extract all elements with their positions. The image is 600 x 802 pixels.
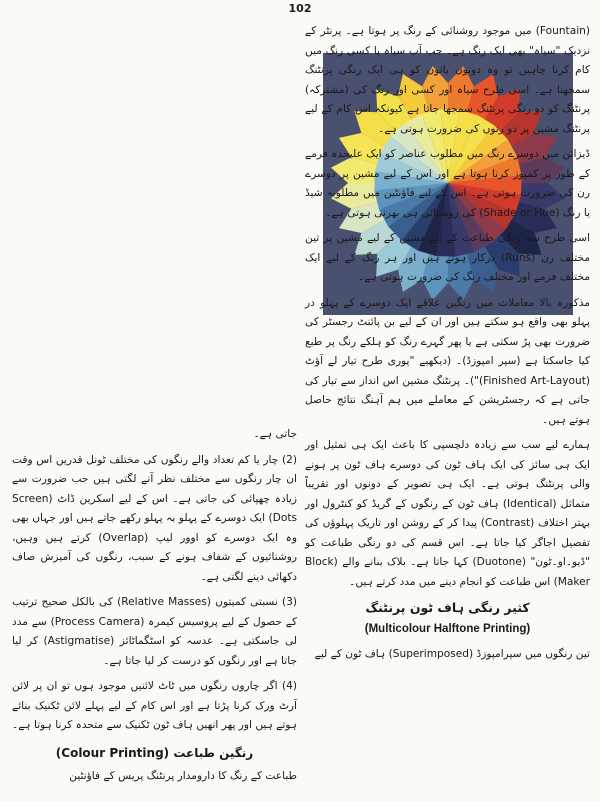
paragraph: (3) نسبتی کمیتوں (Relative Masses) کی بالکل صحیح ترتیب کے حصول کے لیے پروسیس کیمرہ (Process Camera) سے مدد لی جاسکتی ہے۔ عدسہ کو اسٹگماٹائز (Astigmatise) کر لیا جاتا ہے اور رنگوں کو درست کر لیا جاتا ہے۔ bbox=[12, 596, 298, 667]
paragraph: مذکورہ بالا معاملات میں رنگین علاقے ایک دوسرے کے پہلو در پہلو بھی واقع ہو سکتے ہیں اور ان کے لیے بن پائنٹ رجسٹر کی ضرورت بھی پڑ سکتی ہے یا پھر گہرے رنگ کو ہلکے رنگ پر طبع کیا جاسکتا ہے (سپر امپوزڈ)۔ (دیکھیے "پوری طرح تیار لے آؤٹ (Finished Art-Layout)")۔ پرنٹنگ مشین اس انداز سے تیار کی جاتی ہے کہ رجسٹریشن کے معاملے میں ہم آہنگ نتائج حاصل ہوتے ہیں۔ bbox=[305, 296, 590, 426]
multicolour-heading-english: (Multicolour Halftone Printing) bbox=[364, 622, 531, 635]
paragraph: تین رنگوں میں سپرامپوزڈ (Superimposed) ہاف ٹون کے لیے bbox=[314, 648, 590, 660]
paragraph: اسی طرح سہ رنگی طباعت کے لیے مشین کے لیے مشین پر تین مختلف رن (Runs) درکار ہوتے ہیں اور ہر رنگ کے لیے ایک مختلف فرمے اور مختلف رنگ کی ضرورت ہوتی ہے۔ bbox=[305, 232, 591, 283]
paragraph: (Fountain) میں موجود روشنائی کے رنگ پر ہوتا ہے۔ پرنٹر کے نزدیک "سیاہ" بھی ایک رنگ ہے۔ جب آپ سیاہ یا کسی رنگ میں کام کرنا چاہیں تو وہ دونوں باتوں کو ہی ایک رنگی پرنٹنگ سمجھتا ہے۔ اسی طرح سیاہ اور کسی اور رنگ کی (مشترکہ) پرنٹنگ کو دو رنگی پرنٹنگ سمجھا جاتا ہے کیونکہ اس کام کے لیے پرنٹنگ مشین پر دو رنوں کی ضرورت ہوتی ہے۔ bbox=[305, 25, 590, 135]
paragraph: ڈیزائن میں دوسرے رنگ میں مطلوب عناصر کو ایک علیحدہ فرمے کے طور پر کمپوز کرنا ہوتا ہے اور اس کے لیے مشین پر دوسرے رن کی ضرورت ہوتی ہے۔ اس کے لیے فاؤنٹین میں مطلوبہ شیڈ یا رنگ (Shade or Hue) کی روشنائی ہی بھرنی ہوتی ہے۔ bbox=[305, 148, 590, 219]
page-number: 102 bbox=[288, 2, 312, 15]
paragraph: جاتی ہے۔ bbox=[253, 428, 297, 440]
paragraph: (2) چار یا کم تعداد والے رنگوں کی مختلف ٹونل قدریں اس وقت ان چار رنگوں سے مختلف نظر آنے لگتی ہیں جب ضرورت سے زیادہ چھپائی کی جاتی ہے۔ اس کے لیے اسکرین ڈاٹ (Screen Dots) ایک دوسرے کے پہلو بہ پہلو رکھے جاتے ہیں اور جہاں بھی وہ ایک دوسرے کو اوور لیپ (Overlap) کرتے ہیں وہیں، روشنائیوں کے شفاف ہونے کے سبب، رنگوں کی آمیزش صاف دکھائی دینے لگتی ہے۔ bbox=[12, 453, 297, 583]
left-column bbox=[12, 425, 297, 793]
colour-printing-heading: رنگین طباعت (Colour Printing) bbox=[55, 745, 254, 760]
paragraph: ہمارے لیے سب سے زیادہ دلچسپی کا باعث ایک ہی تمثیل اور ایک ہی سائز کی ایک ہاف ٹون کی دوسرے ہاف ٹون پر ہونے والی پرنٹنگ ہوتی ہے۔ ایک ہی تصویر کے دونوں اور تقریباً متماثل (Identical) ہاف ٹون کے رنگوں کے گریڈ کو کنٹرول اور بہتر اختلاف (Contrast) پیدا کر کے روشن اور تاریک پہلوؤں کی تفصیل اجاگر کیا جاتا ہے۔ اس قسم کی دو رنگی طباعت کو "ڈیو۔او۔ٹون" (Duotone) کہا جاتا ہے۔ بلاک بنانے والے (Block Maker) اس طباعت کو انجام دینے میں مدد کرتے ہیں۔ bbox=[305, 439, 590, 588]
right-column bbox=[305, 22, 590, 671]
paragraph: (4) اگر چاروں رنگوں میں ٹاٹ لائنیں موجود ہوں تو ان پر لائن آرٹ ورک کرنا پڑتا ہے اور اس کام کے لیے پہلے لائن ٹکنیک بنائے ہوتے ہیں اور پھر انھیں ہاف ٹون ٹکنیک سے متحدہ کرنا ہوتا ہے۔ bbox=[12, 680, 297, 731]
multicolour-heading-urdu: کثیر رنگی ہاف ٹون پرنٹنگ bbox=[365, 600, 530, 615]
paragraph: طباعت کے رنگ کا دارومدار پرنٹنگ پریس کے فاؤنٹین bbox=[69, 770, 297, 782]
